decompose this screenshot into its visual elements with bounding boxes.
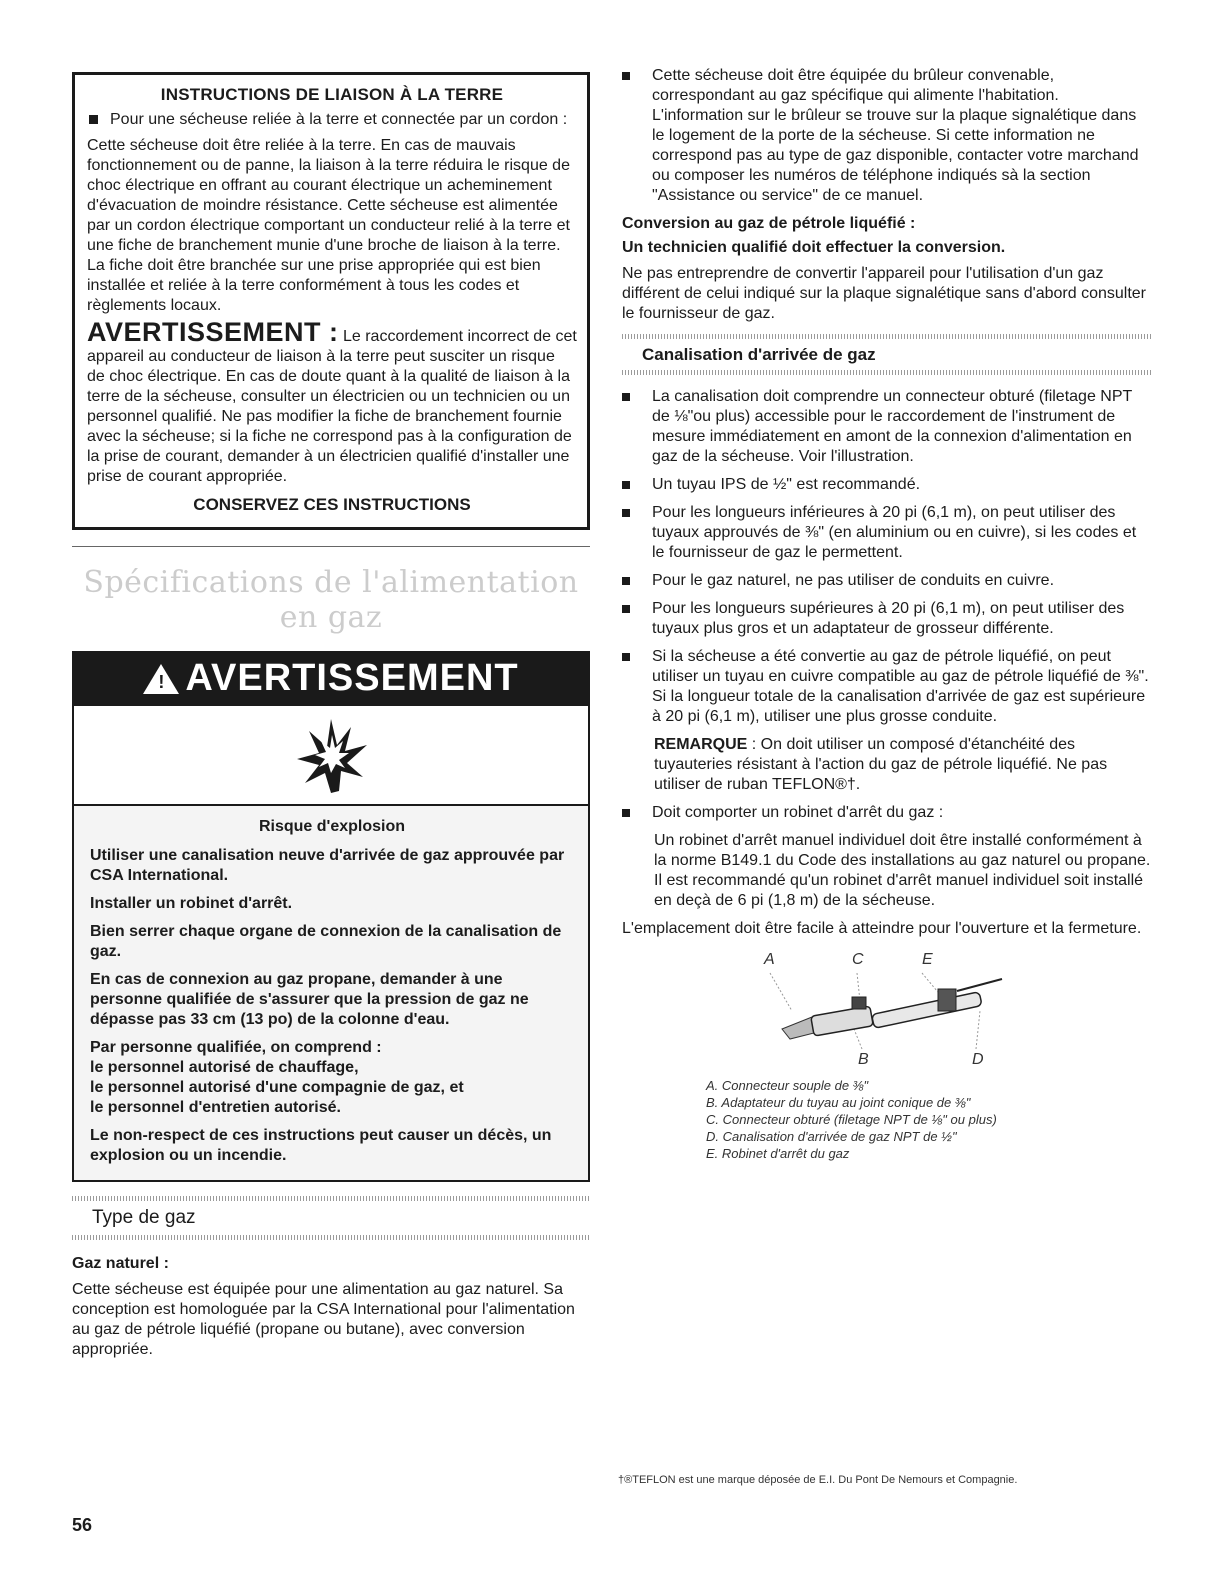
save-instructions-label: CONSERVEZ CES INSTRUCTIONS — [193, 495, 471, 514]
gas-line-item-text: Si la sécheuse a été convertie au gaz de pétrole liquéfié, on peut utiliser un tuyau en cuivre compatible au gaz de pétrole liquéfié de ⅜". Si la longueur totale de la canalisation d'arrivée de gaz est supérieure à 20 pi (6,1 m), utiliser une plus grosse conduite. — [652, 648, 1149, 725]
warning-line: Installer un robinet d'arrêt. — [90, 895, 293, 912]
legend-item: C. Connecteur obturé (filetage NPT de ⅛" ou plus) — [706, 1112, 997, 1127]
teflon-footnote: †®TEFLON est une marque déposée de E.I. Du Pont De Nemours et Compagnie. — [618, 1474, 1018, 1486]
qualified-intro: Par personne qualifiée, on comprend : — [90, 1039, 382, 1056]
square-bullet-icon — [622, 605, 630, 613]
square-bullet-icon — [622, 509, 630, 517]
right-column — [622, 66, 1152, 1162]
warning-banner — [74, 653, 588, 706]
warning-title: AVERTISSEMENT — [185, 657, 519, 699]
warning-line: Utiliser une canalisation neuve d'arrivée de gaz approuvée par CSA International. — [90, 847, 565, 884]
square-bullet-icon — [622, 393, 630, 401]
grounding-title: INSTRUCTIONS DE LIAISON À LA TERRE — [160, 85, 504, 104]
gas-line-item — [622, 387, 1152, 467]
grounding-warning-text: Le raccordement incorrect de cet appareil au conducteur de liaison à la terre peut susciter un risque de choc électrique. En cas de doute quant à la qualité de liaison à la terre de la sécheuse, consulter un électricien ou un technicien ou un personnel qualifié. Ne pas modifier la fiche de branchement fournie avec la sécheuse; si la fiche ne correspond pas à la configuration de la prise de courant, demander à un électricien qualifié d'installer une prise de courant appropriée. — [87, 328, 577, 485]
gas-line-item — [622, 503, 1152, 563]
gas-line-heading: Canalisation d'arrivée de gaz — [642, 345, 876, 364]
gas-line-item — [622, 599, 1152, 639]
gas-type-heading: Type de gaz — [92, 1207, 196, 1228]
explosion-icon — [291, 715, 371, 795]
dotted-divider — [622, 370, 1152, 375]
square-bullet-icon — [622, 809, 630, 817]
remarque-label: REMARQUE — [654, 736, 748, 753]
diagram-label-b: B — [858, 1051, 869, 1068]
gas-line-item — [622, 475, 1152, 495]
grounding-warning-word: AVERTISSEMENT : — [87, 317, 339, 347]
diagram-label-a: A — [764, 951, 775, 968]
square-bullet-icon — [89, 115, 98, 124]
location-text: L'emplacement doit être facile à atteindre pour l'ouverture et la fermeture. — [622, 920, 1142, 937]
qualified-item: le personnel d'entretien autorisé. — [90, 1099, 341, 1116]
left-column — [72, 72, 590, 1360]
conversion-text: Ne pas entreprendre de convertir l'appareil pour l'utilisation d'un gaz différent de celui indiqué sur la plaque signalétique sans d'abord consulter le fournisseur de gaz. — [622, 265, 1146, 322]
gas-line-item — [622, 571, 1152, 591]
grounding-bullet — [87, 110, 577, 130]
grounding-bullet-text: Pour une sécheuse reliée à la terre et connectée par un cordon : — [110, 111, 568, 128]
grounding-instructions-box — [72, 72, 590, 530]
legend-item: D. Canalisation d'arrivée de gaz NPT de ½" — [706, 1129, 957, 1144]
burner-bullet-text: Cette sécheuse doit être équipée du brûleur convenable, correspondant au gaz spécifique qui alimente l'habitation. L'information sur le brûleur se trouve sur la plaque signalétique dans le logement de la porte de la sécheuse. Si cette information ne correspond pas au type de gaz disponible, contacter votre marchand ou composer les numéros de téléphone indiqués sà la section "Assistance ou service" de ce manuel. — [652, 67, 1139, 204]
conversion-subheading: Un technicien qualifié doit effectuer la conversion. — [622, 239, 1006, 256]
diagram-legend — [622, 1077, 1152, 1162]
explosion-icon-area — [74, 706, 588, 806]
page-number: 56 — [72, 1515, 93, 1535]
valve-bullet-text: Doit comporter un robinet d'arrêt du gaz : — [652, 804, 944, 821]
diagram-label-d: D — [972, 1051, 984, 1068]
natural-gas-heading: Gaz naturel : — [72, 1255, 169, 1272]
gas-connection-diagram — [622, 951, 1152, 1071]
explosion-warning-box — [72, 651, 590, 1182]
grounding-warning — [87, 317, 577, 487]
qualified-item: le personnel autorisé de chauffage, — [90, 1059, 359, 1076]
natural-gas-text: Cette sécheuse est équipée pour une alimentation au gaz naturel. Sa conception est homologuée par la CSA International pour l'alimentation au gaz de pétrole liquéfié (propane ou butane), avec conversion appropriée. — [72, 1281, 575, 1358]
diagram-label-e: E — [922, 951, 933, 968]
warning-consequence: Le non-respect de ces instructions peut causer un décès, un explosion ou un incendie. — [90, 1127, 552, 1164]
remarque-note — [622, 735, 1152, 795]
diagram-label-c: C — [852, 951, 864, 968]
square-bullet-icon — [622, 653, 630, 661]
section-heading: Spécifications de l'alimentation en gaz — [83, 565, 579, 635]
warning-subtitle: Risque d'explosion — [258, 818, 406, 835]
square-bullet-icon — [622, 481, 630, 489]
remarque-text: : On doit utiliser un composé d'étanchéité des tuyauteries résistant à l'action du gaz de pétrole liquéfié. Ne pas utiliser de ruban TEFLON®†. — [654, 736, 1108, 793]
warning-text-area — [74, 806, 588, 1180]
legend-item: A. Connecteur souple de ⅜" — [706, 1078, 869, 1093]
legend-item: B. Adaptateur du tuyau au joint conique de ⅜" — [706, 1095, 971, 1110]
grounding-paragraph: Cette sécheuse doit être reliée à la terre. En cas de mauvais fonctionnement ou de panne, la liaison à la terre réduira le risque de choc électrique en offrant au courant électrique un acheminement d'évacuation de moindre résistance. Cette sécheuse est alimentée par un cordon électrique comportant un conducteur relié à la terre et une fiche de branchement munie d'une broche de liaison à la terre. La fiche doit être branchée sur une prise appropriée qui est bien installée et reliée à la terre conformément à tous les codes et règlements locaux. — [87, 137, 570, 314]
gas-line-item-text: Pour les longueurs supérieures à 20 pi (6,1 m), on peut utiliser des tuyaux plus gros et un adaptateur de grosseur différente. — [652, 600, 1125, 637]
gas-line-item — [622, 647, 1152, 727]
gas-line-item-text: Pour le gaz naturel, ne pas utiliser de conduits en cuivre. — [652, 572, 1055, 589]
valve-text: Un robinet d'arrêt manuel individuel doit être installé conformément à la norme B149.1 du Code des installations au gaz naturel ou propane. Il est recommandé qu'un robinet d'arrêt manuel individuel soit installé en deçà de 6 pi (1,8 m) de la sécheuse. — [654, 832, 1151, 909]
gas-line-item-text: Pour les longueurs inférieures à 20 pi (6,1 m), on peut utiliser des tuyaux approuvés de ⅜" (en aluminium ou en cuivre), si les codes et le fournisseur de gaz le permettent. — [652, 504, 1137, 561]
warning-line: En cas de connexion au gaz propane, demander à une personne qualifiée de s'assurer que la pression de gaz ne dépasse pas 33 cm (13 po) de la colonne d'eau. — [90, 971, 529, 1028]
square-bullet-icon — [622, 577, 630, 585]
qualified-item: le personnel autorisé d'une compagnie de gaz, et — [90, 1079, 464, 1096]
dotted-divider — [72, 1235, 590, 1240]
square-bullet-icon — [622, 72, 630, 80]
divider — [72, 546, 590, 547]
valve-bullet — [622, 803, 1152, 823]
pipe-illustration — [762, 971, 1012, 1051]
conversion-heading: Conversion au gaz de pétrole liquéfié : — [622, 215, 916, 232]
burner-bullet — [622, 66, 1152, 206]
gas-line-item-text: Un tuyau IPS de ½" est recommandé. — [652, 476, 921, 493]
gas-line-item-text: La canalisation doit comprendre un connecteur obturé (filetage NPT de ⅛"ou plus) accessible pour le raccordement de l'instrument de mesure immédiatement en amont de la connexion d'alimentation en gaz de la sécheuse. Voir l'illustration. — [652, 388, 1132, 465]
legend-item: E. Robinet d'arrêt du gaz — [706, 1146, 850, 1161]
warning-triangle-icon: ! — [143, 664, 179, 694]
warning-line: Bien serrer chaque organe de connexion de la canalisation de gaz. — [90, 923, 562, 960]
